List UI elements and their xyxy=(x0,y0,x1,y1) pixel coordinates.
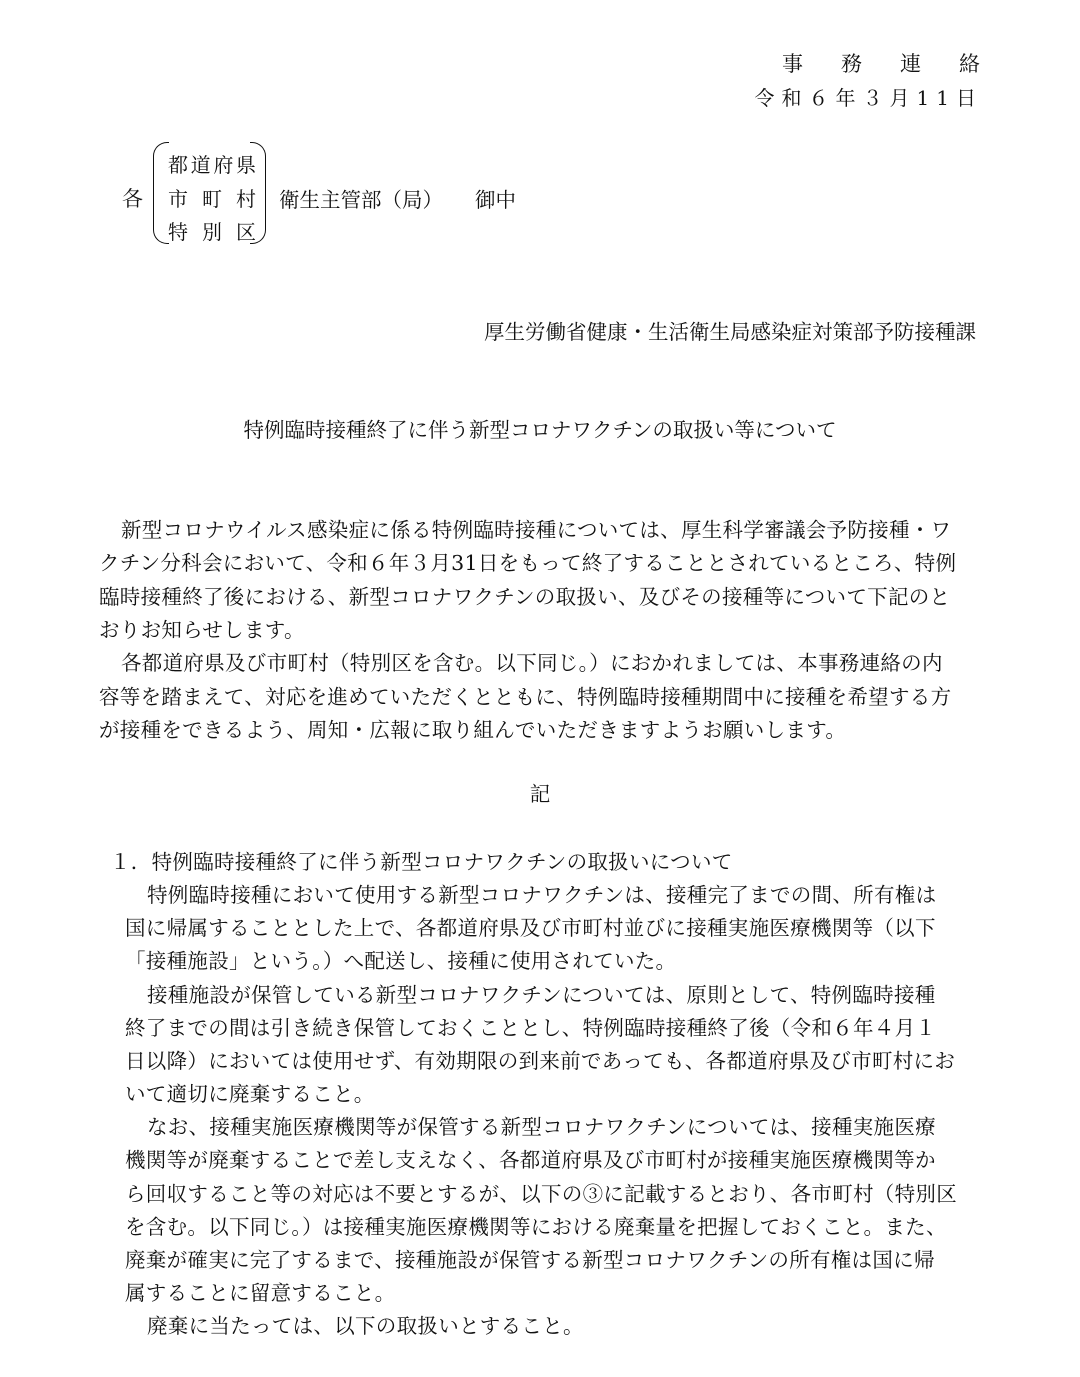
section-line: 機関等が廃棄することで差し支えなく、各都道府県及び市町村が接種実施医療機関等か xyxy=(125,1148,936,1172)
addressee-char: 市 xyxy=(168,187,188,211)
sender: 厚生労働省健康・生活衛生局感染症対策部予防接種課 xyxy=(484,320,976,344)
addressee-prefix: 各 xyxy=(122,187,143,211)
section-line: 「接種施設」という。）へ配送し、接種に使用されていた。 xyxy=(125,949,677,973)
addressee-item-municipalities xyxy=(168,183,256,212)
section-line: 特例臨時接種において使用する新型コロナワクチンは、接種完了までの間、所有権は xyxy=(147,883,937,907)
intro-line: クチン分科会において、令和６年３月31日をもって終了することとされているところ、特例 xyxy=(99,551,957,575)
right-paren-bracket xyxy=(250,142,266,244)
section-line: を含む。以下同じ。）は接種実施医療機関等における廃棄量を把握しておくこと。また、 xyxy=(125,1215,947,1239)
addressee-item-special-wards xyxy=(168,216,256,245)
section-line: いて適切に廃棄すること。 xyxy=(125,1082,375,1106)
addressee-honorific: 御中 xyxy=(475,188,516,212)
section-line: 廃棄に当たっては、以下の取扱いとすること。 xyxy=(147,1314,584,1338)
addressee-char: 都 xyxy=(168,153,188,177)
section-line: 接種施設が保管している新型コロナワクチンについては、原則として、特例臨時接種 xyxy=(147,983,936,1007)
addressee-char: 道 xyxy=(190,153,211,177)
addressee-char: 別 xyxy=(202,220,222,244)
intro-line: 各都道府県及び市町村（特別区を含む。以下同じ。）におかれましては、本事務連絡の内 xyxy=(121,651,943,675)
section-line: 日以降）においては使用せず、有効期限の到来前であっても、各都道府県及び市町村にお xyxy=(125,1049,956,1073)
intro-line: 容等を踏まえて、対応を進めていただくとともに、特例臨時接種期間中に接種を希望する方 xyxy=(99,685,952,709)
addressee-char: 区 xyxy=(236,220,256,244)
document-type: 事務連絡 xyxy=(782,52,1018,76)
document-title: 特例臨時接種終了に伴う新型コロナワクチンの取扱い等について xyxy=(243,418,837,442)
left-paren-bracket xyxy=(153,142,169,244)
ki-notation: 記 xyxy=(529,782,551,806)
section-line: 属することに留意すること。 xyxy=(125,1281,396,1305)
section-line: なお、接種実施医療機関等が保管する新型コロナワクチンについては、接種実施医療 xyxy=(147,1115,936,1139)
addressee-department: 衛生主管部（局） xyxy=(279,188,443,212)
addressee-char: 特 xyxy=(168,220,188,244)
document-date: 令和６年３月11日 xyxy=(754,86,983,110)
addressee-char: 村 xyxy=(236,187,256,211)
addressee-item-prefectures xyxy=(168,149,256,178)
addressee-char: 町 xyxy=(202,187,222,211)
intro-line: 臨時接種終了後における、新型コロナワクチンの取扱い、及びその接種等について下記のと xyxy=(99,585,951,609)
intro-line: 新型コロナウイルス感染症に係る特例臨時接種については、厚生科学審議会予防接種・ワ xyxy=(121,518,952,542)
addressee-char: 県 xyxy=(235,153,256,177)
section-line: 国に帰属することとした上で、各都道府県及び市町村並びに接種実施医療機関等（以下 xyxy=(125,916,936,940)
intro-line: が接種をできるよう、周知・広報に取り組んでいただきますようお願いします。 xyxy=(99,718,847,742)
intro-line: おりお知らせします。 xyxy=(99,618,305,642)
section-line: 廃棄が確実に完了するまで、接種施設が保管する新型コロナワクチンの所有権は国に帰 xyxy=(125,1248,935,1272)
section-line: 終了までの間は引き続き保管しておくこととし、特例臨時接種終了後（令和６年４月１ xyxy=(125,1016,937,1040)
addressee-char: 府 xyxy=(213,153,234,177)
section-line: ら回収すること等の対応は不要とするが、以下の③に記載するとおり、各市町村（特別区 xyxy=(125,1182,957,1206)
section-heading: １．特例臨時接種終了に伴う新型コロナワクチンの取扱いについて xyxy=(110,850,733,874)
